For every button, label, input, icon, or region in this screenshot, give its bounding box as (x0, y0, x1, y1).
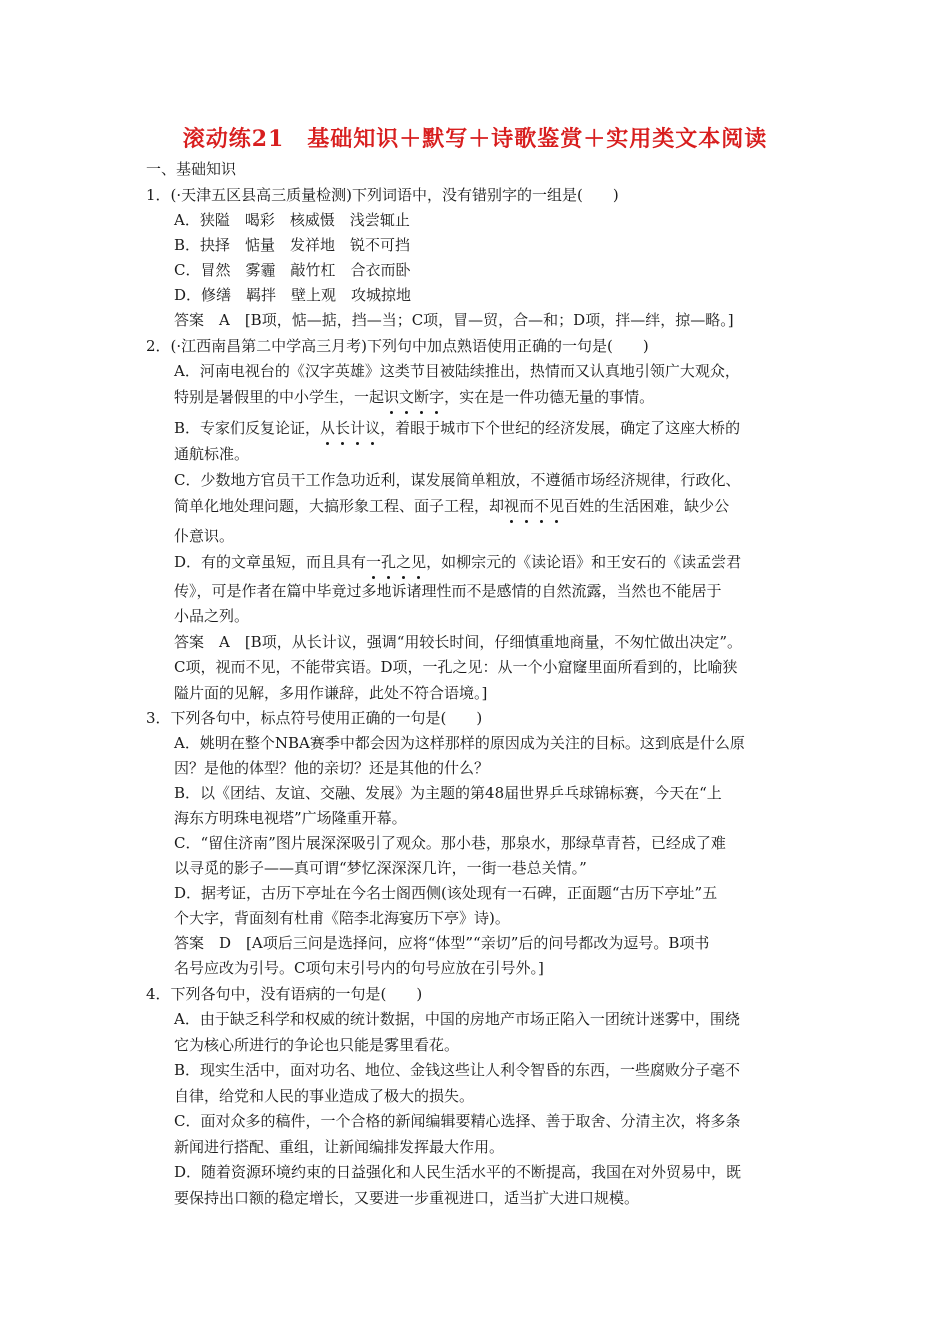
q2-answer-line2: C项，视而不见，不能带宾语。D项，一孔之见：从一个小窟窿里面所看到的，比喻狭 (174, 658, 738, 676)
q2-answer-line1: 答案 A [B项，从长计议，强调“用较长时间，仔细慎重地商量，不匆忙做出决定”。 (174, 633, 743, 651)
q3-option-b-line2: 海东方明珠电视塔”广场隆重开幕。 (174, 809, 407, 827)
q4-option-a-line1: A．由于缺乏科学和权威的统计数据，中国的房地产市场正陷入一团统计迷雾中，围绕 (174, 1010, 740, 1028)
dotted-char: 见 (411, 553, 427, 571)
q2-option-c-line1: C．少数地方官员干工作急功近利，谋发展简单粗放，不遵循市场经济规律，行政化、 (174, 471, 741, 489)
q1-answer: 答案 A [B项，惦—掂，挡—当；C项，冒—贸，合—和；D项，拌—绊，掠—略。] (174, 311, 734, 329)
dotted-char: 长 (335, 419, 351, 437)
q2-option-d-line3: 小品之列。 (174, 607, 250, 625)
q3-answer-line2: 名号应改为引号。C项句末引号内的句号应放在引号外。] (174, 959, 544, 977)
q3-option-a-line1: A．姚明在整个NBA赛季中都会因为这样那样的原因成为关注的目标。这到底是什么原 (174, 734, 745, 752)
dotted-char: 断 (414, 388, 430, 406)
q2-option-b-line2: 通航标准。 (174, 445, 250, 463)
dotted-idiom (366, 553, 426, 571)
q3-answer-line1: 答案 D [A项后三问是选择问，应将“体型”“亲切”后的问号都改为逗号。B项书 (174, 934, 710, 952)
dotted-char: 而 (519, 497, 535, 515)
q1-option-b: B．抉择 惦量 发祥地 锐不可挡 (174, 236, 411, 254)
dotted-idiom (384, 388, 444, 406)
q1-option-d: D．修缮 羁拌 壁上观 攻城掠地 (174, 286, 412, 304)
dotted-char: 计 (350, 419, 366, 437)
q2-stem: 2．(·江西南昌第二中学高三月考)下列句中加点熟语使用正确的一句是( ) (146, 337, 649, 355)
q2-option-a-line2: 特别是暑假里的中小学生，一起识文断字，实在是一件功德无量的事情。 (174, 388, 655, 406)
q2-option-d-line1: D．有的文章虽短，而且具有一孔之见，如柳宗元的《读论语》和王安石的《读孟尝君 (174, 553, 742, 571)
q2-option-c-line3: 仆意识。 (174, 527, 235, 545)
q4-option-b-line2: 自律，给党和人民的事业造成了极大的损失。 (174, 1087, 475, 1105)
q3-stem: 3．下列各句中，标点符号使用正确的一句是( ) (146, 709, 483, 727)
q4-stem: 4．下列各句中，没有语病的一句是( ) (146, 985, 423, 1003)
q4-option-a-line2: 它为核心所进行的争论也只能是雾里看花。 (174, 1036, 460, 1054)
q4-option-c-line1: C．面对众多的稿件，一个合格的新闻编辑要精心选择、善于取舍、分清主次，将多条 (174, 1112, 741, 1130)
dotted-char: 文 (399, 388, 415, 406)
q4-option-b-line1: B．现实生活中，面对功名、地位、金钱这些让人利令智昏的东西，一些腐败分子毫不 (174, 1061, 741, 1079)
q3-option-b-line1: B．以《团结、友谊、交融、发展》为主题的第48届世界乒乓球锦标赛，今天在“上 (174, 784, 722, 802)
section-heading: 一、基础知识 (146, 160, 237, 178)
q2-answer-line3: 隘片面的见解，多用作谦辞，此处不符合语境。] (174, 684, 488, 702)
q4-option-c-line2: 新闻进行搭配、重组，让新闻编排发挥最大作用。 (174, 1138, 505, 1156)
dotted-char: 孔 (381, 553, 397, 571)
dotted-idiom (504, 497, 564, 515)
q2-option-c-line2: 简单化地处理问题，大搞形象工程、面子工程，却视而不见百姓的生活困难，缺少公 (174, 497, 730, 515)
q1-option-c: C．冒然 雾霾 敲竹杠 合衣而卧 (174, 261, 411, 279)
q2-option-b-line1: B．专家们反复论证，从长计议，着眼于城市下个世纪的经济发展，确定了这座大桥的 (174, 419, 741, 437)
q1-stem: 1．(·天津五区县高三质量检测)下列词语中，没有错别字的一组是( ) (146, 186, 619, 204)
q4-option-d-line1: D．随着资源环境约束的日益强化和人民生活水平的不断提高，我国在对外贸易中，既 (174, 1163, 742, 1181)
q2-option-d-line2: 传》，可是作者在篇中毕竟过多地诉诸理性而不是感情的自然流露，当然也不能居于 (174, 582, 722, 600)
dotted-char: 一 (366, 553, 382, 571)
dotted-char: 从 (320, 419, 336, 437)
q1-option-a: A．狭隘 喝彩 核威慑 浅尝辄止 (174, 211, 410, 229)
dotted-char: 识 (384, 388, 400, 406)
q2-option-a-line1: A．河南电视台的《汉字英雄》这类节目被陆续推出，热情而又认真地引领广大观众， (174, 362, 740, 380)
dotted-char: 议 (365, 419, 381, 437)
q3-option-d-line2: 个大字，背面刻有杜甫《陪李北海宴历下亭》诗)。 (174, 909, 510, 927)
dotted-char: 不 (534, 497, 550, 515)
dotted-char: 视 (504, 497, 520, 515)
dotted-char: 见 (549, 497, 565, 515)
page-title: 滚动练21 基础知识＋默写＋诗歌鉴赏＋实用类文本阅读 (182, 126, 768, 152)
q3-option-a-line2: 因？是他的体型？他的亲切？还是其他的什么？ (174, 759, 490, 777)
q4-option-d-line2: 要保持出口额的稳定增长，又要进一步重视进口，适当扩大进口规模。 (174, 1189, 640, 1207)
dotted-char: 之 (396, 553, 412, 571)
dotted-idiom (320, 419, 380, 437)
q3-option-d-line1: D．据考证，古历下亭址在今名士阁西侧(该处现有一石碑，正面题“古历下亭址”五 (174, 884, 718, 902)
q3-option-c-line1: C．“留住济南”图片展深深吸引了观众。那小巷，那泉水，那绿草青苔，已经成了难 (174, 834, 726, 852)
dotted-char: 字 (429, 388, 445, 406)
q3-option-c-line2: 以寻觅的影子——真可谓“梦忆深深深几许，一街一巷总关情。” (174, 859, 587, 877)
